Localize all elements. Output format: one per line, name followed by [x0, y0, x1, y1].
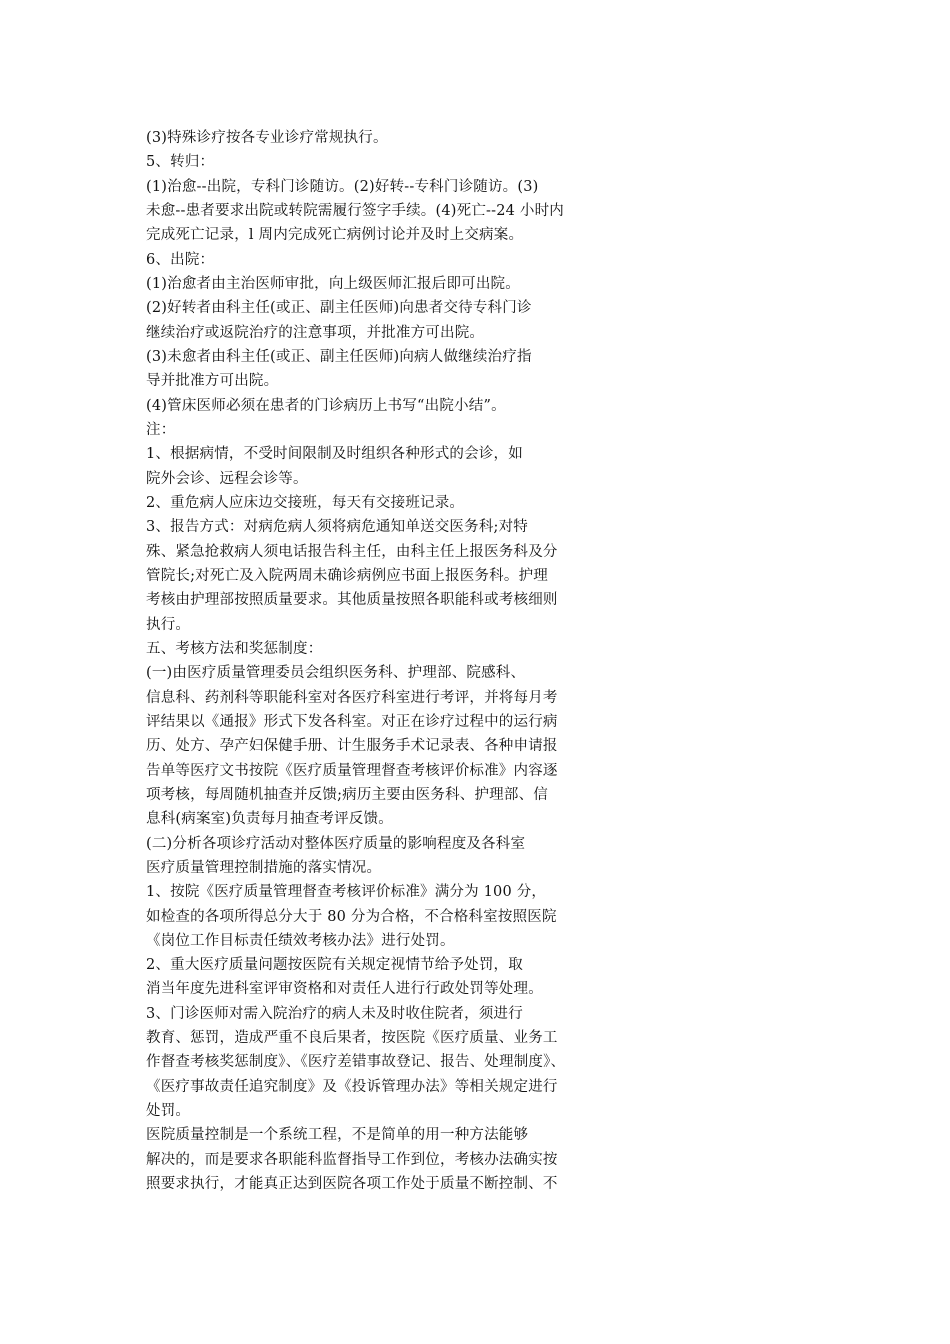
text-line: 如检查的各项所得总分大于 80 分为合格，不合格科室按照医院 [146, 908, 557, 925]
text-line: 未愈--患者要求出院或转院需履行签字手续。(4)死亡--24 小时内 [146, 202, 564, 219]
text-line: (2)好转者由科主任(或正、副主任医师)向患者交待专科门诊 [146, 300, 532, 317]
text-line: 3、门诊医师对需入院治疗的病人未及时收住院者，须进行 [146, 1005, 523, 1022]
text-line: (一)由医疗质量管理委员会组织医务科、护理部、院感科、 [146, 665, 526, 682]
text-line: 医疗质量管理控制措施的落实情况。 [146, 859, 382, 876]
text-line: 五、考核方法和奖惩制度： [146, 640, 323, 657]
text-line: 1、按院《医疗质量管理督查考核评价标准》满分为 100 分， [146, 884, 547, 901]
text-line: 处罚。 [146, 1103, 191, 1120]
text-line: 完成死亡记录，l 周内完成死亡病例讨论并及时上交病案。 [146, 227, 524, 244]
text-line: 管院长;对死亡及入院两周未确诊病例应书面上报医务科。护理 [146, 567, 548, 584]
text-line: 告单等医疗文书按院《医疗质量管理督查考核评价标准》内容逐 [146, 762, 558, 779]
text-line: 照要求执行，才能真正达到医院各项工作处于质量不断控制、不 [146, 1176, 558, 1193]
text-line: 信息科、药剂科等职能科室对各医疗科室进行考评，并将每月考 [146, 689, 558, 706]
text-line: (1)治愈--出院，专科门诊随访。(2)好转--专科门诊随访。(3) [146, 178, 539, 195]
text-line: 5、转归： [146, 154, 215, 171]
text-line: 评结果以《通报》形式下发各科室。对正在诊疗过程中的运行病 [146, 713, 558, 730]
text-line: 历、处方、孕产妇保健手册、计生服务手术记录表、各种申请报 [146, 738, 558, 755]
text-line: 息科(病案室)负责每月抽查考评反馈。 [146, 811, 393, 828]
text-line: 注： [146, 421, 176, 438]
text-line: 2、重危病人应床边交接班，每天有交接班记录。 [146, 494, 465, 511]
text-line: 6、出院： [146, 251, 215, 268]
text-line: 消当年度先进科室评审资格和对责任人进行行政处罚等处理。 [146, 981, 543, 998]
text-line: 考核由护理部按照质量要求。其他质量按照各职能科或考核细则 [146, 592, 558, 609]
text-line: 继续治疗或返院治疗的注意事项，并批准方可出院。 [146, 324, 485, 341]
text-line: 1、根据病情，不受时间限制及时组织各种形式的会诊，如 [146, 446, 523, 463]
text-line: 作督查考核奖惩制度》、《医疗差错事故登记、报告、处理制度》、 [146, 1054, 566, 1071]
text-line: (1)治愈者由主治医师审批，向上级医师汇报后即可出院。 [146, 275, 520, 292]
text-line: 导并批准方可出院。 [146, 373, 279, 390]
text-line: (3)未愈者由科主任(或正、副主任医师)向病人做继续治疗指 [146, 348, 532, 365]
text-line: 院外会诊、远程会诊等。 [146, 470, 308, 487]
text-line: (二)分析各项诊疗活动对整体医疗质量的影响程度及各科室 [146, 835, 526, 852]
text-line: 3、报告方式：对病危病人须将病危通知单送交医务科;对特 [146, 519, 529, 536]
document-body [146, 126, 666, 1196]
text-line: 《岗位工作目标责任绩效考核办法》进行处罚。 [146, 932, 455, 949]
text-line: 医院质量控制是一个系统工程，不是简单的用一种方法能够 [146, 1127, 529, 1144]
text-line: 项考核，每周随机抽查并反馈;病历主要由医务科、护理部、信 [146, 786, 548, 803]
text-line: 《医疗事故责任追究制度》及《投诉管理办法》等相关规定进行 [146, 1078, 558, 1095]
text-line: 2、重大医疗质量问题按医院有关规定视情节给予处罚，取 [146, 957, 523, 974]
text-line: 执行。 [146, 616, 191, 633]
text-line: (3)特殊诊疗按各专业诊疗常规执行。 [146, 130, 388, 146]
text-line: 殊、紧急抢救病人须电话报告科主任，由科主任上报医务科及分 [146, 543, 558, 560]
text-line: (4)管床医师必须在患者的门诊病历上书写“出院小结”。 [146, 397, 506, 414]
text-line: 解决的，而是要求各职能科监督指导工作到位，考核办法确实按 [146, 1151, 558, 1168]
text-line: 教育、惩罚，造成严重不良后果者，按医院《医疗质量、业务工 [146, 1030, 558, 1047]
